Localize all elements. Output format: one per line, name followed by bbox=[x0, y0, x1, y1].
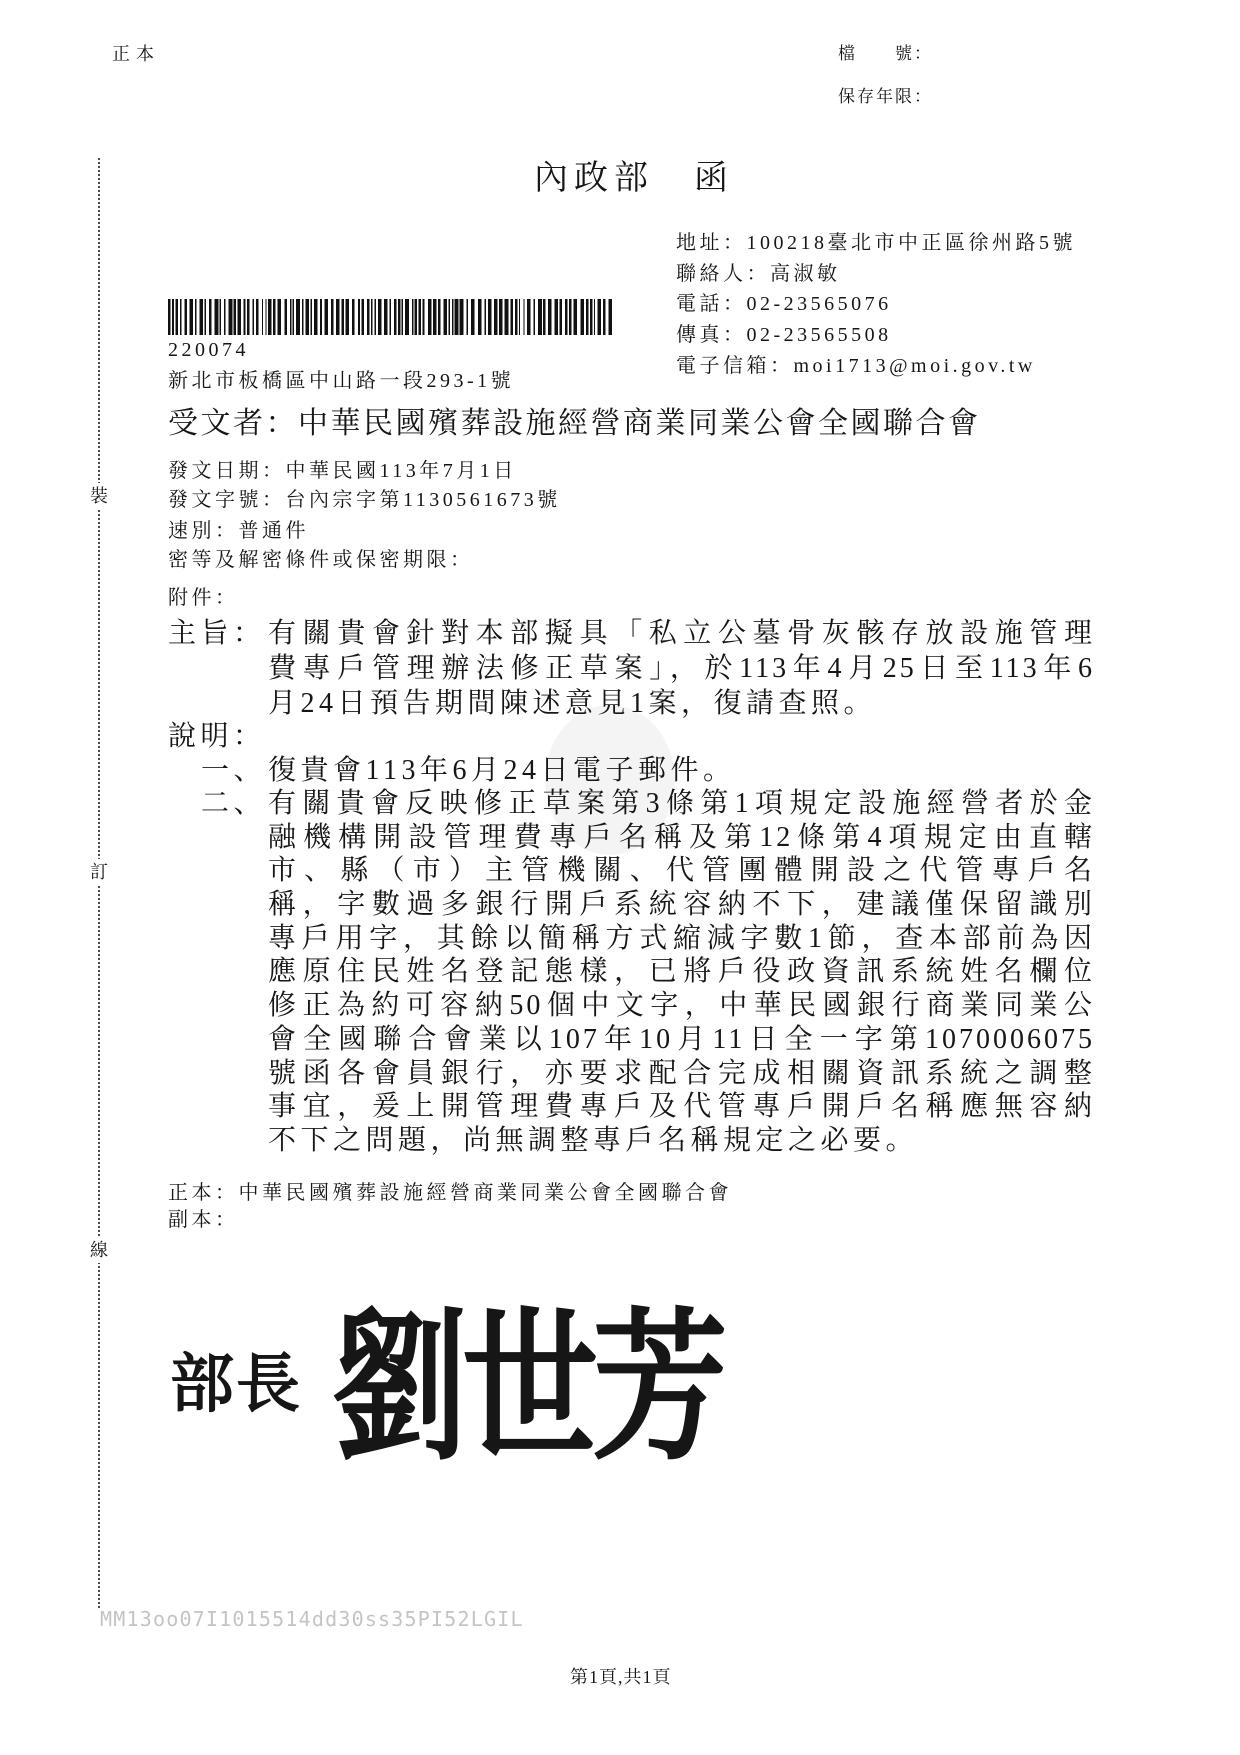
explanation-line: 不下之問題，尚無調整專戶名稱規定之必要。 bbox=[268, 1124, 919, 1156]
recipient-address: 新北市板橋區中山路一段293-1號 bbox=[168, 370, 515, 392]
explanation-line: 有關貴會反映修正草案第3條第1項規定設施經營者於金 bbox=[268, 788, 1095, 819]
document-serial: MM13oo07I1015514dd30ss35PI52LGIL bbox=[100, 1607, 524, 1631]
item-marker: 二、 bbox=[201, 788, 267, 819]
document-number: 發文字號：台內宗字第1130561673號 bbox=[168, 489, 561, 511]
original-recipient: 正本：中華民國殯葬設施經營商業同業公會全國聯合會 bbox=[168, 1182, 732, 1204]
subject-line: 月24日預告期間陳述意見1案，復請查照。 bbox=[268, 688, 877, 719]
subject-label: 主旨： bbox=[168, 618, 266, 649]
explanation-line: 專戶用字，其餘以簡稱方式縮減字數1節，查本部前為因 bbox=[268, 922, 1095, 954]
subject-line: 有關貴會針對本部擬具「私立公墓骨灰骸存放設施管理 bbox=[268, 618, 1095, 649]
binding-mark-zhuang: 裝 bbox=[88, 483, 110, 509]
copy-recipient: 副本： bbox=[168, 1209, 239, 1231]
contact-person: 聯絡人：高淑敏 bbox=[676, 263, 841, 285]
signatory-title: 部長 bbox=[170, 1347, 302, 1422]
explanation-item-1 bbox=[268, 754, 1095, 788]
contact-phone: 電話：02-23565076 bbox=[676, 293, 892, 315]
explanation-line: 修正為約可容納50個中文字，中華民國銀行商業同業公 bbox=[268, 990, 1095, 1022]
copy-type-label: 正本 bbox=[112, 44, 160, 64]
delivery-speed: 速別：普通件 bbox=[168, 520, 309, 542]
subject-line: 費專戶管理辦法修正草案」，於113年4月25日至113年6 bbox=[268, 653, 1095, 684]
classification-line: 密等及解密條件或保密期限： bbox=[168, 549, 474, 571]
explanation-line: 事宜，爰上開管理費專戶及代管專戶開戶名稱應無容納 bbox=[268, 1091, 1095, 1123]
explanation-line: 稱，字數過多銀行開戶系統容納不下，建議僅保留識別 bbox=[268, 889, 1095, 921]
page-number: 第1頁,共1頁 bbox=[570, 1667, 672, 1687]
signatory-signature: 劉世芳 bbox=[332, 1291, 722, 1484]
postal-code: 220074 bbox=[168, 339, 249, 361]
explanation-line: 市、縣（市）主管機關、代管團體開設之代管專戶名 bbox=[268, 855, 1095, 887]
explanation-line: 復貴會113年6月24日電子郵件。 bbox=[268, 755, 736, 786]
explanation-item-2 bbox=[268, 787, 1095, 1158]
attachments-line: 附件： bbox=[168, 587, 239, 609]
item-marker: 一、 bbox=[201, 755, 267, 786]
explanation-line: 應原住民姓名登記態樣，已將戶役政資訊系統姓名欄位 bbox=[268, 956, 1095, 988]
recipient-line: 受文者：中華民國殯葬設施經營商業同業公會全國聯合會 bbox=[168, 407, 981, 440]
retention-period-label: 保存年限： bbox=[838, 87, 933, 106]
contact-email: 電子信箱：moi1713@moi.gov.tw bbox=[676, 355, 1036, 377]
explanation-line: 號函各會員銀行，亦要求配合完成相關資訊系統之調整 bbox=[268, 1057, 1095, 1089]
explanation-label: 說明： bbox=[168, 721, 266, 752]
explanation-line: 會全國聯合會業以107年10月11日全一字第1070006075 bbox=[268, 1023, 1095, 1055]
binding-mark-xian: 線 bbox=[88, 1237, 110, 1263]
binding-mark-ding: 訂 bbox=[88, 859, 110, 885]
issue-date: 發文日期：中華民國113年7月1日 bbox=[168, 460, 517, 482]
sender-address: 地址：100218臺北市中正區徐州路5號 bbox=[676, 232, 1076, 254]
explanation-line: 融機構開設管理費專戶名稱及第12條第4項規定由直轄 bbox=[268, 821, 1095, 853]
barcode bbox=[168, 299, 612, 335]
file-number-label: 檔 號： bbox=[838, 44, 933, 63]
document-title: 內政部 函 bbox=[534, 160, 734, 197]
contact-fax: 傳真：02-23565508 bbox=[676, 324, 892, 346]
subject-paragraph bbox=[268, 616, 1095, 721]
